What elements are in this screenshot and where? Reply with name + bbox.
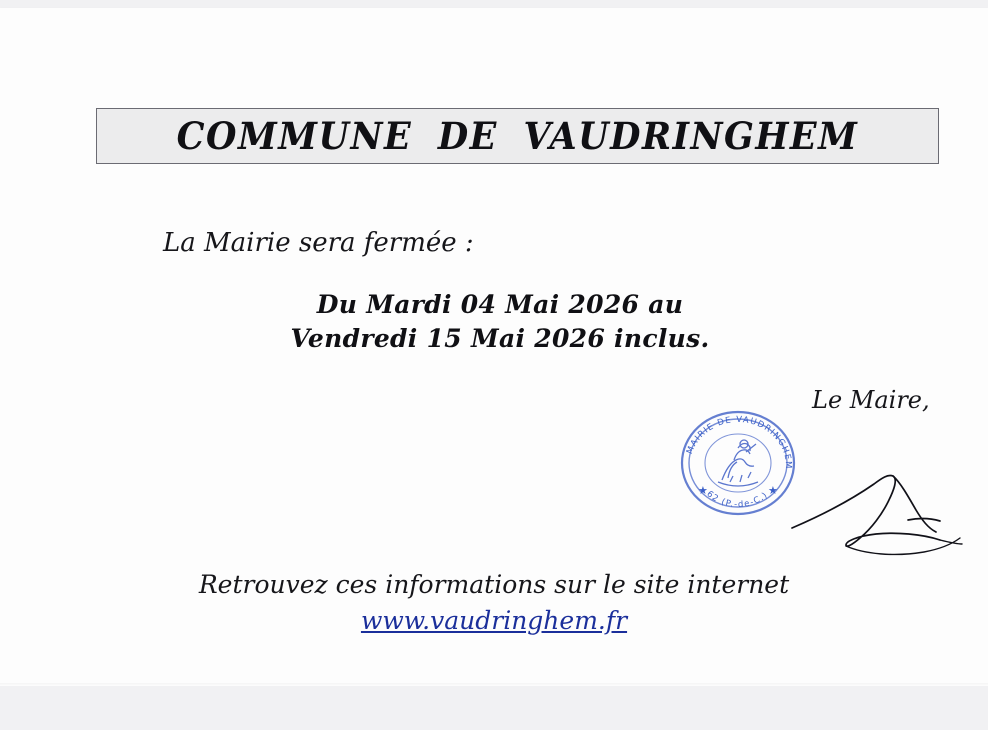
page-top-margin [0,0,988,8]
svg-text:MAIRIE DE VAUDRINGHEM: MAIRIE DE VAUDRINGHEM [684,414,794,470]
title-banner [96,108,939,164]
svg-text:★: ★ [698,484,708,497]
footer-text: Retrouvez ces informations sur le site internet [198,570,790,599]
website-link[interactable]: www.vaudringhem.fr [360,606,628,635]
signature-label: Le Maire, [812,386,930,414]
page-title: COMMUNE DE VAUDRINGHEM [176,113,859,159]
official-stamp-icon [672,402,804,524]
page-bottom-margin [0,686,988,730]
closure-date-line-1: Du Mardi 04 Mai 2026 au [316,290,684,319]
footer-url-container [0,606,988,635]
closure-dates [200,288,800,356]
handwritten-signature [790,458,965,573]
svg-text:★: ★ [768,484,778,497]
scanned-sheet [0,8,988,686]
svg-text:62 (P.-de-C.): 62 (P.-de-C.) [704,489,771,511]
closure-date-line-2: Vendredi 15 Mai 2026 inclus. [290,324,710,353]
intro-text: La Mairie sera fermée : [163,228,474,258]
